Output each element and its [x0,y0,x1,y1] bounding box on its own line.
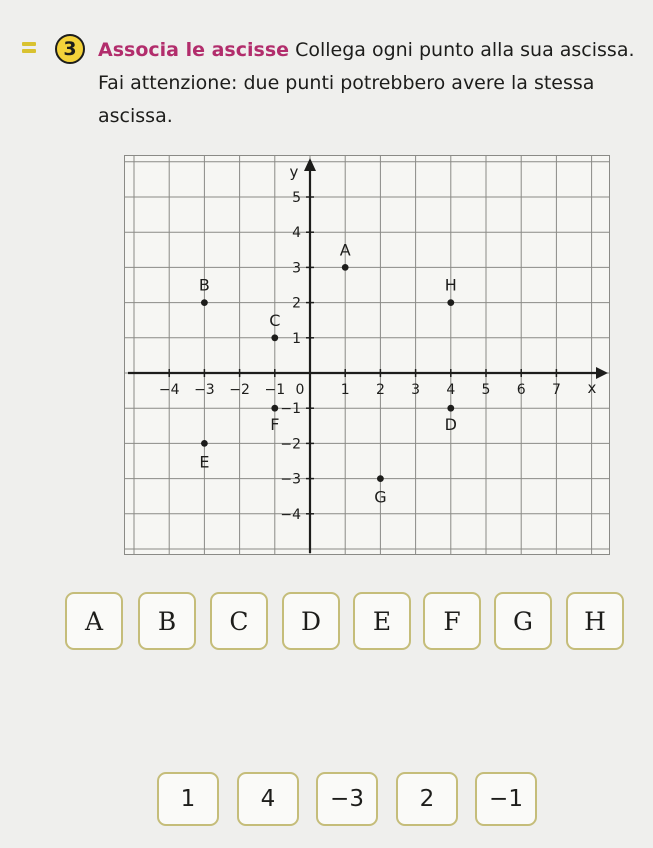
point-label-f: F [270,415,280,435]
point-label-b: B [198,275,210,295]
exercise-title: Associa le ascisse [98,39,290,61]
exercise-instruction: Collega ogni punto alla sua ascissa. Fai attenzione: due punti potrebbero avere la stessa ascissa. [98,39,635,127]
x-tick-label: 2 [375,382,385,398]
x-tick-label: 4 [446,382,456,398]
x-tick-label: 5 [481,382,491,398]
x-tick-label: 6 [516,382,526,398]
x-axis-label: x [587,379,597,397]
exercise-header [22,30,642,140]
y-tick-label: −3 [280,471,301,488]
y-tick-label: 5 [292,190,301,206]
y-tick-label: −4 [280,506,301,523]
point-label-a: A [339,240,351,260]
x-tick-label: −1 [264,382,286,398]
point-h [447,299,454,306]
letter-box-d[interactable]: D [282,592,340,650]
x-tick-label: 7 [551,382,561,398]
number-boxes-row [0,772,653,828]
number-box-1[interactable]: 1 [157,772,219,826]
letter-box-h[interactable]: H [566,592,624,650]
coordinate-grid [124,155,610,555]
x-tick-label: −3 [194,382,215,398]
y-tick-label: 2 [292,295,301,312]
point-a [342,264,349,271]
point-label-d: D [444,415,457,435]
y-axis-label: y [289,163,299,181]
exercise-number-badge: 3 [55,34,85,64]
letter-boxes-row [0,592,653,652]
y-tick-label: −1 [280,401,301,418]
point-label-h: H [444,275,457,295]
point-label-c: C [269,310,281,330]
letter-box-f[interactable]: F [423,592,481,650]
grid-background [124,155,610,555]
menu-icon [22,42,36,60]
x-tick-label: 1 [340,382,350,398]
letter-box-c[interactable]: C [210,592,268,650]
letter-box-e[interactable]: E [353,592,411,650]
point-b [201,299,208,306]
x-tick-label: 3 [411,382,421,398]
letter-box-g[interactable]: G [494,592,552,650]
point-label-g: G [374,487,387,507]
number-box-2[interactable]: 4 [237,772,299,826]
point-f [271,405,278,412]
y-tick-label: 3 [292,260,301,277]
number-box-3[interactable]: −3 [316,772,378,826]
number-box-5[interactable]: −1 [475,772,537,826]
exercise-text [98,34,638,133]
point-d [447,405,454,412]
y-tick-label: 4 [292,225,301,242]
letter-box-b[interactable]: B [138,592,196,650]
x-tick-label: −2 [229,382,250,398]
point-c [271,334,278,341]
letter-box-a[interactable]: A [65,592,123,650]
coordinate-plane [124,155,610,555]
point-label-e: E [199,452,210,472]
point-g [377,475,384,482]
y-tick-label: −2 [280,436,301,453]
y-tick-label: 1 [292,330,301,347]
number-box-4[interactable]: 2 [396,772,458,826]
point-e [201,440,208,447]
x-tick-label: 0 [295,382,305,398]
x-tick-label: −4 [158,382,180,398]
